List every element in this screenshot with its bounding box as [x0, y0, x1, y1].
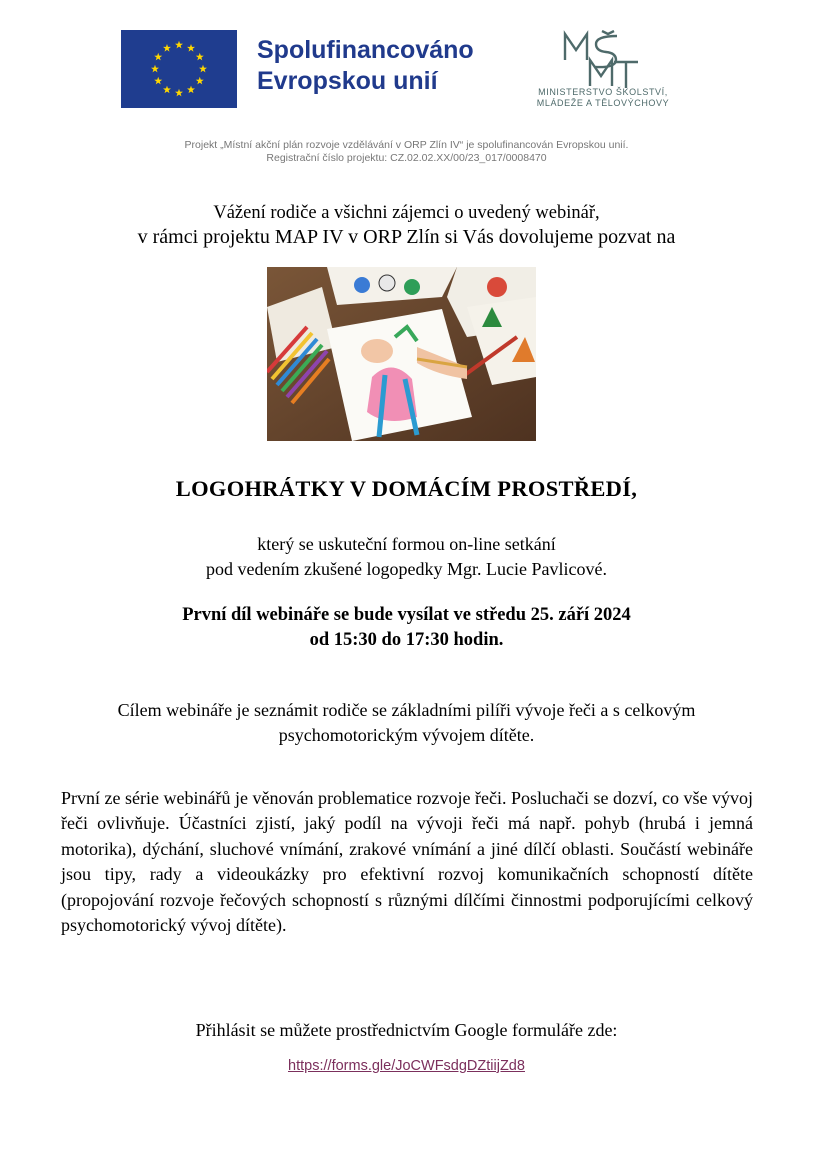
msmt-caption-line2: MLÁDEŽE A TĚLOVÝCHOVY — [536, 98, 670, 108]
msmt-caption — [520, 87, 686, 109]
child-drawing-photo — [267, 267, 536, 441]
greeting-line1: Vážení rodiče a všichni zájemci o uvedený webinář, — [213, 203, 600, 223]
intro-line1: který se uskuteční formou on-line setkání — [257, 534, 556, 554]
date-line2: od 15:30 do 17:30 hodin. — [309, 630, 504, 650]
eu-stars-icon — [121, 30, 237, 108]
project-info-line2: Registrační číslo projektu: CZ.02.02.XX/00/23_017/0008470 — [266, 152, 547, 164]
greeting-line2: v rámci projektu MAP IV v ORP Zlín si Vás dovolujeme pozvat na — [137, 226, 676, 248]
goal-line2: psychomotorickým vývojem dítěte. — [278, 725, 535, 745]
project-info — [0, 139, 813, 165]
msmt-logo-icon — [562, 30, 640, 90]
project-info-line1: Projekt „Místní akční plán rozvoje vzdělávání v ORP Zlín IV“ je spolufinancován Evropskou unií. — [184, 139, 629, 151]
eu-label-line1: Spolufinancováno — [257, 36, 474, 64]
date-line1: První díl webináře se bude vysílat ve středu 25. září 2024 — [182, 605, 631, 625]
eu-cofinanced-label — [257, 35, 474, 97]
google-form-link-anchor[interactable]: https://forms.gle/JoCWFsdgDZtiijZd8 — [288, 1058, 525, 1074]
event-intro — [0, 532, 813, 582]
eu-flag-logo — [121, 30, 237, 108]
webinar-goal — [0, 698, 813, 748]
greeting — [0, 201, 813, 249]
msmt-caption-line1: MINISTERSTVO ŠKOLSTVÍ, — [538, 87, 668, 97]
intro-line2: pod vedením zkušené logopedky Mgr. Lucie Pavlicové. — [206, 559, 607, 579]
google-form-link[interactable] — [0, 1058, 813, 1074]
signup-text: Přihlásit se můžete prostřednictvím Google formuláře zde: — [195, 1020, 618, 1040]
event-title: LOGOHRÁTKY V DOMÁCÍM PROSTŘEDÍ, — [175, 476, 638, 501]
goal-line1: Cílem webináře je seznámit rodiče se základními pilíři vývoje řeči a s celkovým — [117, 700, 696, 720]
eu-label-line2: Evropskou unií — [257, 67, 438, 95]
event-date — [0, 603, 813, 653]
webinar-description: První ze série webinářů je věnován problematice rozvoje řeči. Posluchači se dozví, co vše vývoj řeči ovlivňuje. Účastníci zjistí, jaký podíl na vývoji řeči má např. pohyb (hrubá i jemná motorika), dýchání, sluchové vnímání, zrakové vnímání a jiné dílčí oblasti. Součástí webináře jsou tipy, rady a videoukázky pro efektivní rozvoj komunikačních schopností dítěte (propojování rozvoje řečových schopností s různými dílčími činnostmi podporujícími celkový psychomotorický vývoj dítěte). — [61, 788, 753, 936]
